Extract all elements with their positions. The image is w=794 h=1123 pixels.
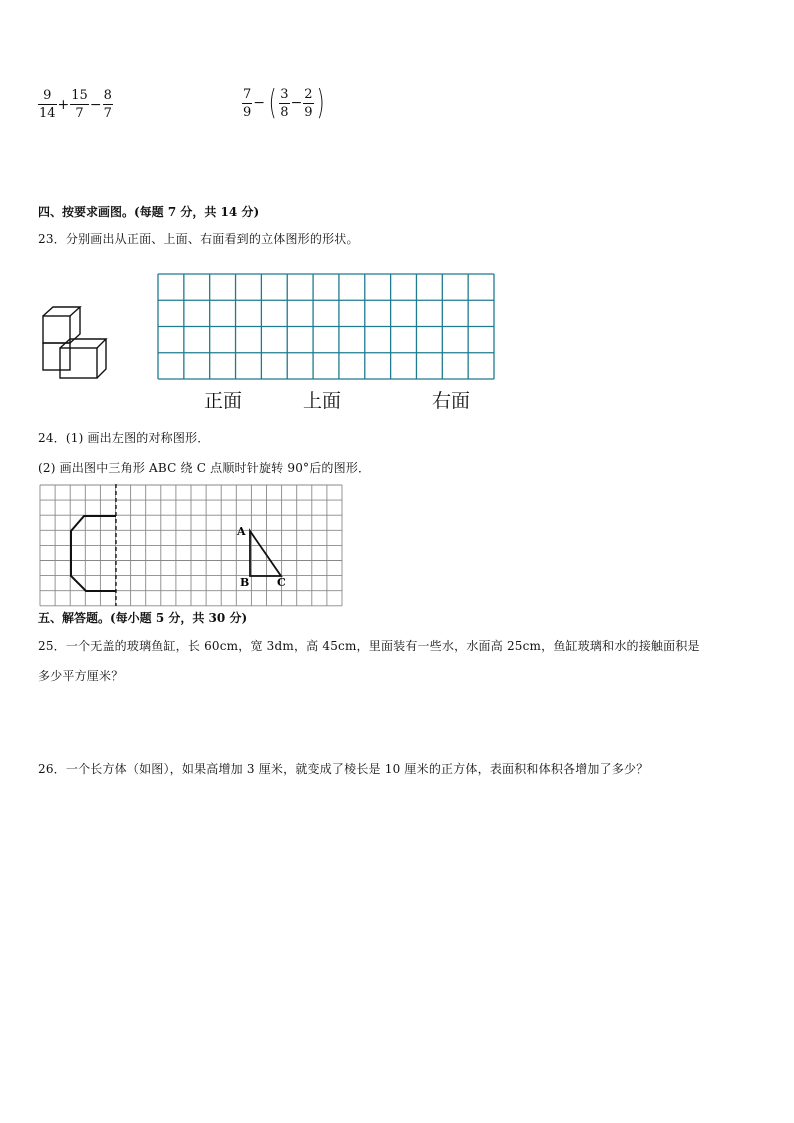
fraction [303,87,313,120]
question-24-part-2: (2) 画出图中三角形 ABC 绕 C 点顺时针旋转 90°后的图形． [38,461,371,475]
numerator: 15 [71,88,88,103]
operator: − [290,95,303,111]
triangle-abc [250,531,281,576]
left-paren: ( [268,83,277,123]
denominator: 7 [103,106,112,121]
drawing-grid [157,273,497,383]
label-front-view: 正面 [204,390,243,412]
numerator: 9 [43,88,52,103]
fraction [70,88,89,121]
question-23: 23．分别画出从正面、上面、右面看到的立体图形的形状。 [38,232,359,246]
point-c-label: C [277,576,286,589]
fraction [38,88,57,121]
denominator: 9 [304,104,313,120]
fraction [279,87,289,120]
symmetry-rotation-grid [39,484,343,608]
numerator: 8 [103,88,112,103]
point-b-label: B [240,576,250,589]
operator: + [57,96,70,113]
numerator: 2 [304,86,313,102]
cube-stack-figure [38,302,110,382]
half-shape [71,516,116,591]
expression-1 [38,88,113,121]
fraction [103,88,113,121]
fraction [242,87,252,120]
expression-2 [242,83,327,123]
point-a-label: A [237,525,246,538]
denominator: 14 [39,106,56,121]
question-25-line-2: 多少平方厘米？ [38,669,124,683]
numerator: 7 [243,86,252,102]
numerator: 3 [280,86,289,102]
operator: − [253,95,266,111]
denominator: 9 [243,104,252,120]
denominator: 8 [280,104,289,120]
operator: − [89,96,102,113]
question-24-part-1: 24．(1) 画出左图的对称图形． [38,431,210,445]
question-25-line-1: 25．一个无盖的玻璃鱼缸，长 60cm，宽 3dm，高 45cm，里面装有一些水，水面高 25cm，鱼缸玻璃和水的接触面积是 [38,639,700,653]
label-right-view: 右面 [432,390,471,412]
label-top-view: 上面 [303,390,342,412]
right-paren: ) [316,83,325,123]
question-26: 26．一个长方体（如图），如果高增加 3 厘米，就变成了棱长是 10 厘米的正方体，表面积和体积各增加了多少？ [38,762,649,776]
section-4-heading: 四、按要求画图。(每题 7 分，共 14 分) [38,205,260,219]
denominator: 7 [75,106,84,121]
section-5-heading: 五、解答题。(每小题 5 分，共 30 分) [38,611,248,625]
